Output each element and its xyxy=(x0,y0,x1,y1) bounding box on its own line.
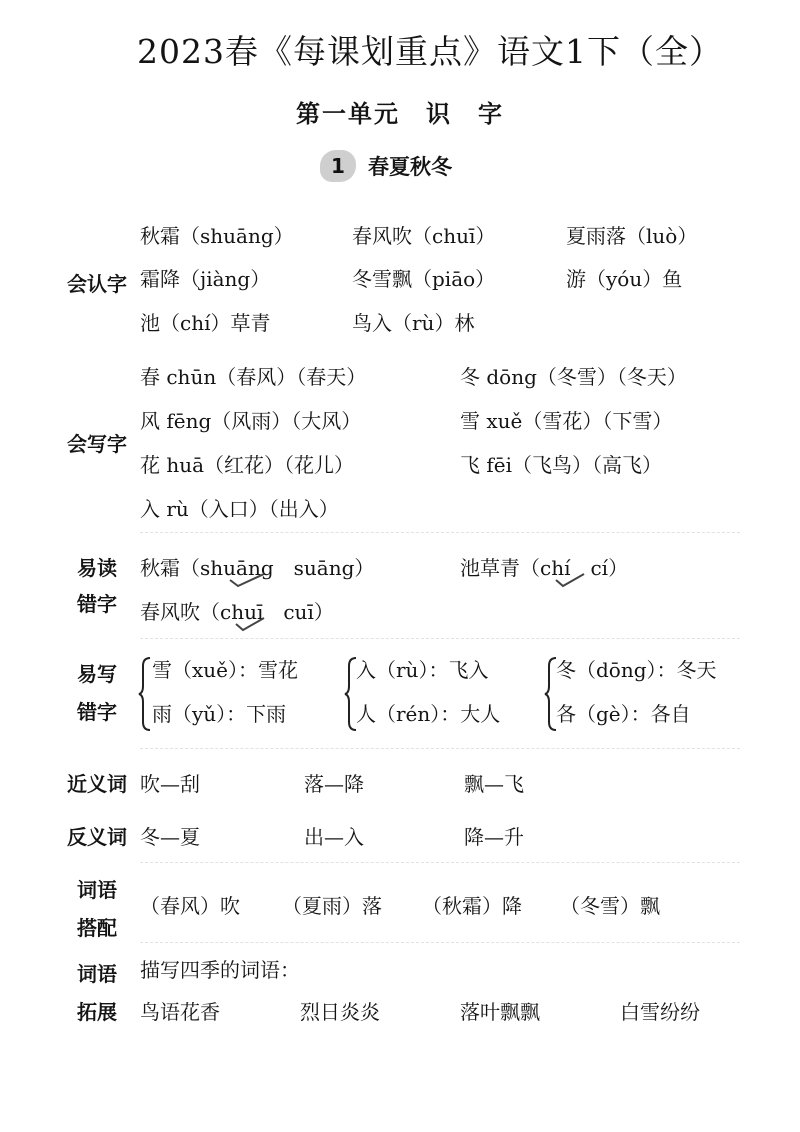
section-label-collocation-1: 词语 xyxy=(77,878,117,902)
expand-intro: 描写四季的词语： xyxy=(140,958,300,982)
page-title: 2023春《每课划重点》语文1下（全） xyxy=(137,32,723,71)
write-cell: 冬 dōng（冬雪）（冬天） xyxy=(460,365,687,389)
section-label-synonyms: 近义词 xyxy=(67,772,127,796)
section-label-write: 会写字 xyxy=(67,432,127,456)
miswrite-cell: 冬（dōng）：冬天 xyxy=(556,658,717,682)
miswrite-cell: 雨（yǔ）：下雨 xyxy=(152,702,287,726)
section-label-expand-2: 拓展 xyxy=(77,1000,117,1024)
recognize-cell: 池（chí）草青 xyxy=(140,311,271,335)
antonym-pair: 出—入 xyxy=(304,825,364,849)
write-cell: 飞 fēi（飞鸟）（高飞） xyxy=(460,453,662,477)
expand-item: 鸟语花香 xyxy=(140,1000,220,1024)
lesson-number-badge: 1 xyxy=(320,150,356,182)
antonym-pair: 降—升 xyxy=(464,825,524,849)
section-label-miswrite-1: 易写 xyxy=(77,662,117,686)
recognize-cell: 春风吹（chuī） xyxy=(352,224,496,248)
collocation-item: （春风）吹 xyxy=(140,894,240,918)
miswrite-cell: 各（gè）：各自 xyxy=(556,702,691,726)
misread-cell: 春风吹（chuī cuī） xyxy=(140,600,334,624)
miswrite-cell: 入（rù）：飞入 xyxy=(356,658,489,682)
expand-item: 落叶飘飘 xyxy=(460,1000,540,1024)
divider xyxy=(140,532,740,533)
check-mark-icon xyxy=(554,572,588,588)
synonym-pair: 吹—刮 xyxy=(140,772,200,796)
section-label-misread-1: 易读 xyxy=(77,556,117,580)
recognize-cell: 秋霜（shuāng） xyxy=(140,224,294,248)
brace-icon xyxy=(138,656,152,732)
synonym-pair: 飘—飞 xyxy=(464,772,524,796)
section-label-expand-1: 词语 xyxy=(77,962,117,986)
collocation-item: （秋霜）降 xyxy=(422,894,522,918)
miswrite-cell: 雪（xuě）：雪花 xyxy=(152,658,298,682)
misread-cell: 秋霜（shuāng suāng） xyxy=(140,556,375,580)
recognize-cell: 冬雪飘（piāo） xyxy=(352,267,496,291)
divider xyxy=(140,748,740,749)
synonym-pair: 落—降 xyxy=(304,772,364,796)
miswrite-cell: 人（rén）：大人 xyxy=(356,702,501,726)
section-label-recognize: 会认字 xyxy=(67,272,127,296)
recognize-cell: 鸟入（rù）林 xyxy=(352,311,475,335)
write-cell: 入 rù（入口）（出入） xyxy=(140,497,339,521)
section-label-misread-2: 错字 xyxy=(77,592,117,616)
expand-item: 烈日炎炎 xyxy=(300,1000,380,1024)
write-cell: 雪 xuě（雪花）（下雪） xyxy=(460,409,673,433)
recognize-cell: 游（yóu）鱼 xyxy=(566,267,683,291)
write-cell: 花 huā（红花）（花儿） xyxy=(140,453,355,477)
section-label-miswrite-2: 错字 xyxy=(77,700,117,724)
check-mark-icon xyxy=(228,572,268,588)
divider xyxy=(140,942,740,943)
recognize-cell: 夏雨落（luò） xyxy=(566,224,698,248)
section-label-antonyms: 反义词 xyxy=(67,825,127,849)
expand-item: 白雪纷纷 xyxy=(620,1000,700,1024)
misread-cell: 池草青（chí cí） xyxy=(460,556,629,580)
collocation-item: （冬雪）飘 xyxy=(560,894,660,918)
recognize-cell: 霜降（jiàng） xyxy=(140,267,271,291)
write-cell: 风 fēng（风雨）（大风） xyxy=(140,409,362,433)
section-label-collocation-2: 搭配 xyxy=(77,916,117,940)
antonym-pair: 冬—夏 xyxy=(140,825,200,849)
divider xyxy=(140,638,740,639)
collocation-item: （夏雨）落 xyxy=(282,894,382,918)
write-cell: 春 chūn（春风）（春天） xyxy=(140,365,367,389)
lesson-heading xyxy=(320,146,452,186)
divider xyxy=(140,862,740,863)
unit-heading: 第一单元 识 字 xyxy=(296,100,504,128)
check-mark-icon xyxy=(234,616,268,632)
lesson-title: 春夏秋冬 xyxy=(368,155,452,179)
